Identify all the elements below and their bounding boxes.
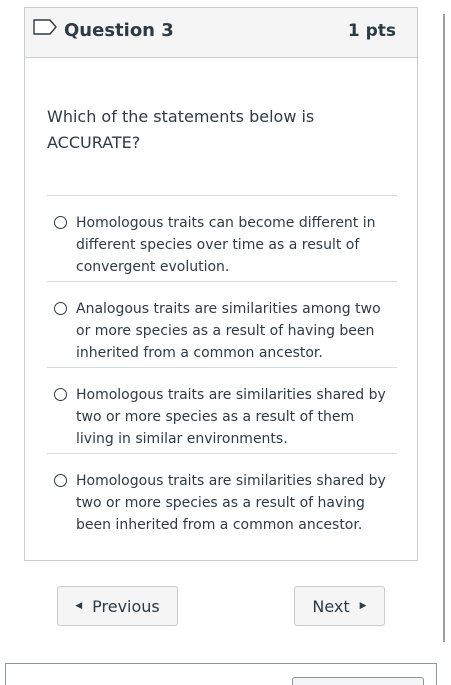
previous-button-label: Previous (92, 596, 160, 616)
answer-label: Homologous traits are similarities shared by two or more species as a result of them living in similar environments. (76, 387, 386, 447)
answer-label: Analogous traits are similarities among two or more species as a result of having been inherited from a common ancestor. (76, 301, 381, 361)
answer-radio[interactable] (54, 474, 67, 487)
question-text: Which of the statements below is ACCURATE? (47, 107, 315, 152)
answer-label: Homologous traits are similarities shared by two or more species as a result of having been inherited from a common ancestor. (76, 473, 386, 533)
previous-button[interactable] (57, 586, 178, 626)
question-header (25, 8, 417, 58)
answer-radio[interactable] (54, 216, 67, 229)
answer-radio[interactable] (54, 302, 67, 315)
answer-list (47, 195, 397, 539)
scrollbar[interactable] (443, 14, 445, 642)
answer-label: Homologous traits can become different in different species over time as a result of convergent evolution. (76, 215, 376, 275)
question-points: 1 pts (347, 21, 396, 41)
answer-radio[interactable] (54, 388, 67, 401)
next-button-label: Next (312, 596, 350, 616)
triangle-right-icon: ▶ (359, 601, 367, 611)
bottom-panel-button[interactable] (292, 677, 424, 685)
question-title: Question 3 (64, 20, 174, 41)
answer-option-4[interactable] (47, 453, 397, 539)
answer-option-2[interactable] (47, 281, 397, 367)
answer-option-3[interactable] (47, 367, 397, 453)
next-button[interactable] (294, 586, 385, 626)
question-card (24, 7, 418, 561)
flag-question-icon[interactable] (33, 19, 57, 35)
triangle-left-icon: ◀ (75, 601, 83, 611)
answer-option-1[interactable] (47, 195, 397, 281)
